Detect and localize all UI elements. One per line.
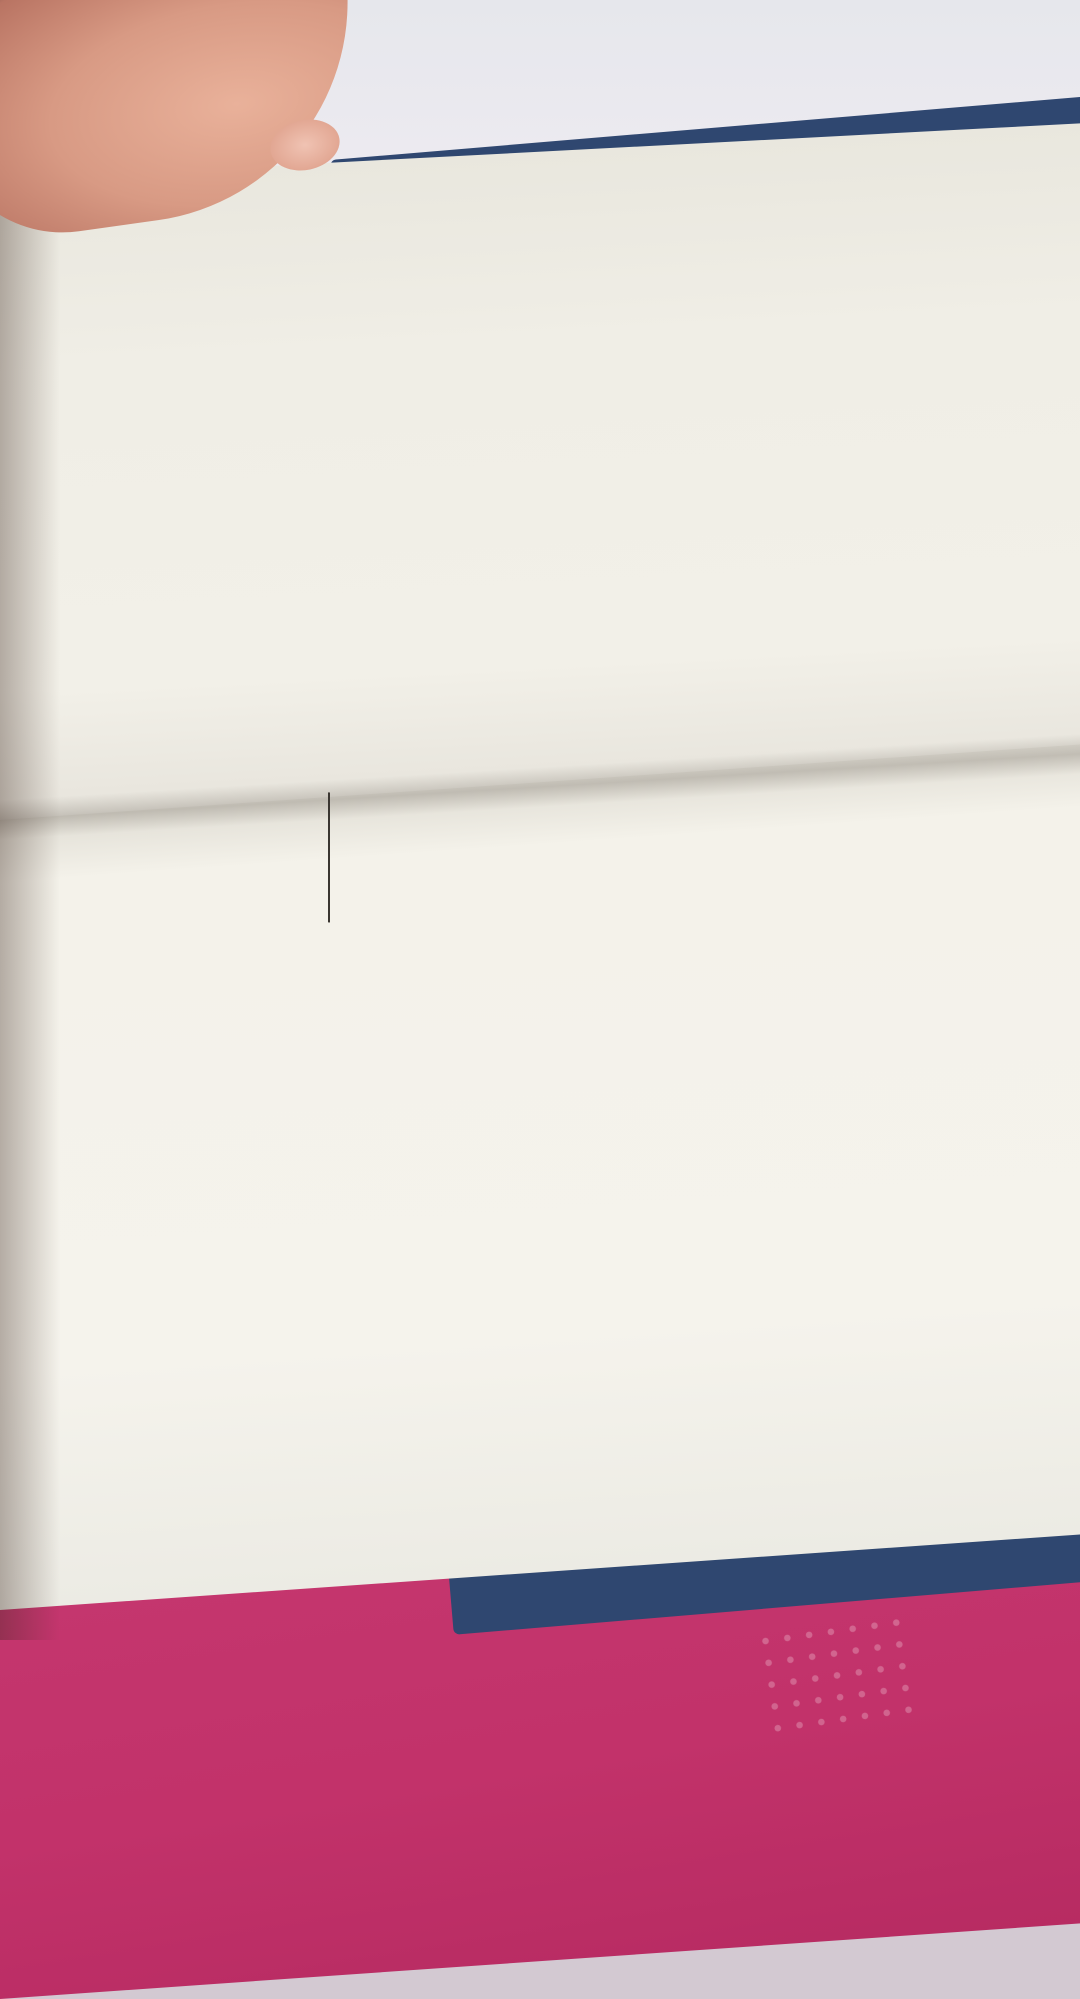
footnote-rule xyxy=(329,792,331,922)
upper-page xyxy=(0,123,1080,820)
open-book xyxy=(0,180,1080,1640)
page-edge-shadow xyxy=(0,180,60,1640)
lower-page xyxy=(0,744,1080,1610)
